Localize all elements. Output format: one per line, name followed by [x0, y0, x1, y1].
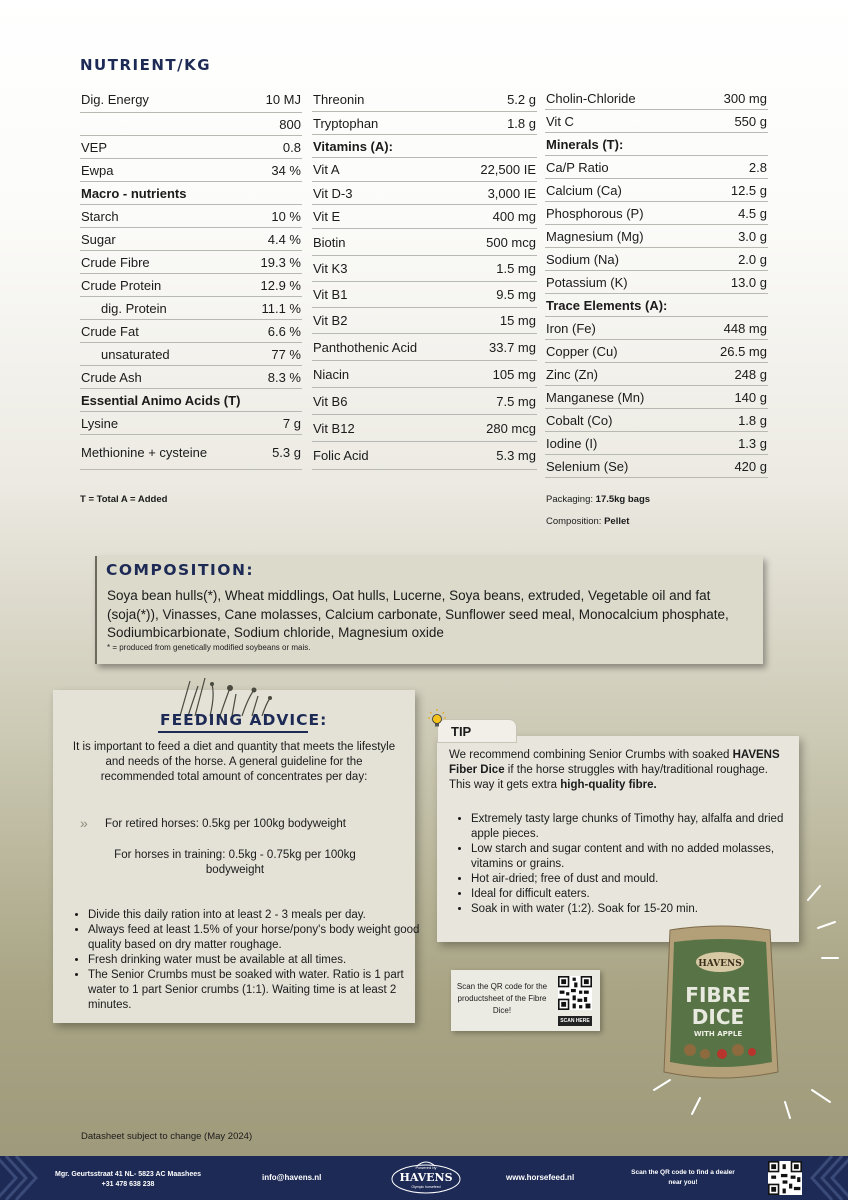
composition-title: COMPOSITION:: [106, 561, 255, 579]
nutrient-label: Niacin: [313, 366, 350, 382]
nutrient-row: [312, 229, 537, 256]
nutrient-row: [545, 179, 768, 202]
nutrient-label: Vit K3: [313, 261, 348, 276]
nutrient-row: [545, 271, 768, 294]
nutrient-label: Dig. Energy: [81, 92, 149, 107]
nutrient-value: 8.3 %: [267, 369, 301, 385]
nutrient-label: Vit C: [546, 113, 574, 129]
nutrient-value: 500 mcg: [486, 234, 536, 250]
nutrient-label: Macro - nutrients: [81, 185, 187, 201]
plants-illustration-icon: [170, 676, 280, 716]
retired-guideline: For retired horses: 0.5kg per 100kg bodyweight: [105, 818, 346, 830]
nutrient-row: [312, 112, 537, 135]
composition-note: * = produced from genetically modified soybeans or mais.: [107, 643, 311, 652]
nutrient-label: Starch: [81, 208, 119, 224]
nutrient-label: Vit B1: [313, 287, 348, 302]
nutrient-title: NUTRIENT/KG: [80, 56, 212, 74]
bag-line-1: FIBRE: [685, 983, 751, 1007]
logo-tagline: Olympic horsefeed: [411, 1185, 441, 1189]
nutrient-label: Crude Fibre: [81, 254, 150, 270]
training-guideline: For horses in training: 0.5kg - 0.75kg per 100kg bodyweight: [114, 849, 356, 876]
nutrient-label: Trace Elements (A):: [546, 297, 668, 313]
list-item: • Extremely tasty large chunks of Timothy hay, alfalfa and dried apple pieces.: [471, 812, 796, 842]
nutrient-row: [312, 87, 537, 112]
nutrient-label: Tryptophan: [313, 115, 379, 131]
nutrient-value: 6.6 %: [267, 323, 301, 339]
logo-name: HAVENS: [399, 1171, 453, 1184]
nutrient-column-2: [312, 87, 537, 470]
bag-sub: WITH APPLE: [693, 1030, 743, 1038]
packaging-info: Packaging: 17.5kg bags: [546, 494, 651, 505]
nutrient-row: [312, 182, 537, 205]
nutrient-label: Folic Acid: [313, 448, 369, 463]
nutrient-row: [545, 455, 768, 478]
nutrient-row: [80, 251, 302, 274]
nutrient-row: [545, 340, 768, 363]
logo-powered: Powered by: [415, 1165, 437, 1170]
qr-code-icon[interactable]: [558, 976, 592, 1010]
nutrient-label: Minerals (T):: [546, 136, 624, 152]
nutrient-label: Sugar: [81, 231, 116, 247]
nutrient-value: 1.5 mg: [496, 261, 536, 276]
nutrient-value: 4.5 g: [738, 205, 767, 221]
nutrient-row: [545, 225, 768, 248]
nutrient-value: 3,000 IE: [487, 185, 536, 201]
nutrient-label: Vit A: [313, 162, 340, 177]
nutrient-value: 140 g: [734, 389, 767, 405]
nutrient-label: Zinc (Zn): [546, 366, 598, 382]
nutrient-value: 400 mg: [492, 209, 536, 224]
nutrient-column-1: [80, 87, 302, 470]
nutrient-label: Potassium (K): [546, 274, 628, 290]
nutrient-value: 33.7 mg: [489, 339, 536, 355]
nutrient-label: Vit B2: [313, 313, 348, 328]
nutrient-label: Vitamins (A):: [313, 138, 393, 154]
nutrient-value: 13.0 g: [730, 274, 767, 290]
nutrient-value: 1.8 g: [738, 412, 767, 428]
nutrient-label: Lysine: [81, 415, 119, 431]
nutrient-value: 550 g: [734, 113, 767, 129]
list-item: • Ideal for difficult eaters.: [471, 887, 796, 902]
list-item: • Fresh drinking water must be available at all times.: [88, 953, 423, 968]
nutrient-value: 5.3 g: [272, 444, 301, 460]
title-underline: [158, 731, 308, 733]
nutrient-row: [312, 361, 537, 388]
nutrient-label: Ca/P Ratio: [546, 159, 609, 175]
nutrient-value: 3.0 g: [738, 228, 767, 244]
nutrient-value: 5.3 mg: [496, 448, 536, 463]
nutrient-value: 22,500 IE: [480, 162, 536, 177]
nutrient-row: [545, 87, 768, 110]
datasheet-note: Datasheet subject to change (May 2024): [81, 1131, 253, 1142]
nutrient-row: [80, 113, 302, 136]
nutrient-value: 280 mcg: [486, 420, 536, 436]
nutrient-value: 448 mg: [723, 320, 767, 336]
nutrient-row: [80, 274, 302, 297]
nutrient-value: 10 MJ: [265, 92, 301, 107]
nutrient-row: [545, 133, 768, 156]
nutrient-label: Vit E: [313, 209, 341, 224]
list-item: • Hot air-dried; free of dust and mould.: [471, 872, 796, 887]
fibre-dice-bag-image: [660, 922, 780, 1092]
nutrient-label: Essential Animo Acids (T): [81, 392, 241, 408]
tip-label: TIP: [451, 724, 472, 739]
nutrient-label: Selenium (Se): [546, 458, 629, 474]
nutrient-row: [80, 366, 302, 389]
nutrient-label: VEP: [81, 139, 108, 155]
footer-email[interactable]: info@havens.nl: [262, 1173, 322, 1182]
nutrient-label: Panthothenic Acid: [313, 339, 418, 355]
nutrient-label: Crude Protein: [81, 277, 162, 293]
nutrient-value: 248 g: [734, 366, 767, 382]
list-item: • Always feed at least 1.5% of your horse/pony's body weight good quality based on dry matter roughage.: [88, 923, 423, 953]
dealer-qr-code-icon[interactable]: [768, 1161, 802, 1195]
nutrient-label: Iron (Fe): [546, 320, 596, 336]
feeding-intro: It is important to feed a diet and quantity that meets the lifestyle and needs of the horse. A general guideline for the recommended total amount of concentrates per day:: [72, 741, 396, 783]
nutrient-row: [80, 435, 302, 470]
qr-card-text: Scan the QR code for the productsheet of the Fibre Dice!: [456, 982, 548, 1015]
nutrient-row: [312, 415, 537, 442]
nutrient-value: 800: [279, 116, 301, 132]
list-item: • Low starch and sugar content and with no added molasses, vitamins or grains.: [471, 842, 796, 872]
footer-website[interactable]: www.horsefeed.nl: [506, 1173, 575, 1182]
nutrient-label: Vit B6: [313, 393, 348, 409]
nutrient-value: 2.8: [748, 159, 767, 175]
bag-line-2: DICE: [691, 1005, 745, 1029]
nutrient-label: Biotin: [313, 234, 346, 250]
nutrient-value: 5.2 g: [507, 91, 536, 107]
nutrient-row: [80, 412, 302, 435]
nutrient-row: [545, 386, 768, 409]
nutrient-row: [545, 202, 768, 225]
nutrient-row: [80, 182, 302, 205]
nutrient-row: [80, 389, 302, 412]
nutrient-row: [545, 363, 768, 386]
nutrient-row: [545, 409, 768, 432]
nutrient-value: 19.3 %: [260, 254, 301, 270]
nutrient-value: 7 g: [282, 415, 301, 431]
nutrient-value: 1.8 g: [507, 115, 536, 131]
nutrient-label: Vit B12: [313, 420, 355, 436]
nutrient-row: [545, 248, 768, 271]
nutrient-label: Crude Ash: [81, 369, 142, 385]
nutrient-value: 9.5 mg: [496, 287, 536, 302]
lightbulb-icon: [428, 709, 446, 729]
nutrient-row: [80, 136, 302, 159]
nutrient-value: 7.5 mg: [496, 393, 536, 409]
legend: T = Total A = Added: [80, 494, 168, 505]
nutrient-label: Vit D-3: [313, 185, 353, 201]
tip-intro: We recommend combining Senior Crumbs with soaked HAVENS Fiber Dice if the horse struggles with hay/traditional roughage. This way it gets extra high-quality fibre.: [449, 749, 780, 791]
nutrient-label: Cholin-Chloride: [546, 90, 636, 106]
nutrient-row: [80, 297, 302, 320]
nutrient-value: 0.8: [282, 139, 301, 155]
nutrient-value: 34 %: [271, 162, 301, 178]
nutrient-label: Manganese (Mn): [546, 389, 645, 405]
nutrient-value: 105 mg: [492, 366, 536, 382]
feeding-advice-title: FEEDING ADVICE:: [160, 711, 328, 729]
nutrient-value: 12.5 g: [730, 182, 767, 198]
chevron-pattern-right-icon: [804, 1156, 848, 1200]
footer: [0, 1156, 848, 1200]
bag-brand: HAVENS: [698, 959, 742, 969]
nutrient-row: [312, 205, 537, 229]
nutrient-value: 26.5 mg: [720, 343, 767, 359]
nutrient-value: 77 %: [271, 346, 301, 362]
nutrient-row: [312, 158, 537, 182]
nutrient-column-3: [545, 87, 768, 478]
nutrient-row: [312, 256, 537, 282]
nutrient-row: [80, 205, 302, 228]
nutrient-row: [80, 159, 302, 182]
composition-text: Soya bean hulls(*), Wheat middlings, Oat hulls, Lucerne, Soya beans, extruded, Vegetable oil and fat (soja(*)), Vinasses, Cane molasses, Calcium carbonate, Sunflower seed meal, Monocalcium phosphate, Sodiumbicarbionate, Sodium chloride, Magnesium oxide: [107, 588, 729, 640]
footer-address: Mgr. Geurtsstraat 41 NL- 5823 AC Maashees +31 478 638 238: [54, 1171, 202, 1188]
nutrient-row: [545, 432, 768, 455]
nutrient-label: Cobalt (Co): [546, 412, 613, 428]
nutrient-label: Phosphorous (P): [546, 205, 644, 221]
nutrient-row: [80, 320, 302, 343]
nutrient-label: Crude Fat: [81, 323, 139, 339]
nutrient-label: Magnesium (Mg): [546, 228, 644, 244]
nutrient-row: [545, 294, 768, 317]
list-item: • The Senior Crumbs must be soaked with water. Ratio is 1 part water to 1 part Senior crumbs (1:1). Waiting time is at least 2 minutes.: [88, 968, 423, 1013]
nutrient-value: 10 %: [271, 208, 301, 224]
nutrient-label: Iodine (I): [546, 435, 598, 451]
nutrient-value: 11.1 %: [261, 300, 301, 316]
nutrient-row: [312, 388, 537, 415]
nutrient-row: [80, 343, 302, 366]
nutrient-label: Sodium (Na): [546, 251, 619, 267]
scan-here-button[interactable]: SCAN HERE: [558, 1016, 592, 1026]
nutrient-label: dig. Protein: [101, 300, 167, 316]
composition-info: Composition: Pellet: [546, 516, 630, 527]
list-item: • Soak in with water (1:2). Soak for 15-20 min.: [471, 902, 796, 917]
nutrient-row: [312, 442, 537, 470]
nutrient-row: [545, 317, 768, 340]
nutrient-row: [312, 135, 537, 158]
nutrient-row: [80, 87, 302, 113]
nutrient-row: [312, 308, 537, 334]
tip-tab: [437, 719, 517, 743]
nutrient-value: 12.9 %: [260, 277, 301, 293]
nutrient-value: 2.0 g: [738, 251, 767, 267]
nutrient-row: [545, 110, 768, 133]
nutrient-label: Copper (Cu): [546, 343, 618, 359]
footer-scan-text: Scan the QR code to find a dealer near you!: [631, 1169, 735, 1186]
nutrient-row: [80, 228, 302, 251]
nutrient-label: Calcium (Ca): [546, 182, 622, 198]
feeding-bullets: [72, 908, 423, 1013]
nutrient-value: 1.3 g: [738, 435, 767, 451]
nutrient-value: 420 g: [734, 458, 767, 474]
nutrient-label: unsaturated: [101, 346, 170, 362]
list-item: • Divide this daily ration into at least 2 - 3 meals per day.: [88, 908, 423, 923]
nutrient-row: [312, 334, 537, 361]
nutrient-value: 4.4 %: [267, 231, 301, 247]
nutrient-value: 300 mg: [723, 90, 767, 106]
chevron-right-icon: »: [80, 815, 88, 831]
nutrient-label: Methionine + cysteine: [81, 444, 208, 460]
nutrient-label: Ewpa: [81, 162, 114, 178]
nutrient-row: [545, 156, 768, 179]
nutrient-row: [312, 282, 537, 308]
nutrient-value: 15 mg: [499, 313, 536, 328]
nutrient-label: Threonin: [313, 91, 365, 107]
